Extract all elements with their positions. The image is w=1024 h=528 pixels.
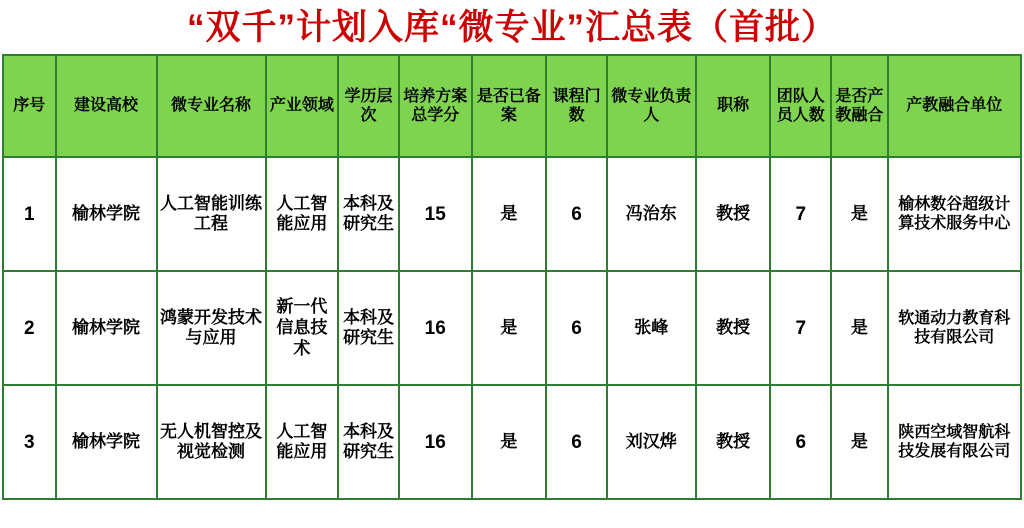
cell-filed: 是 (472, 271, 547, 385)
cell-micro-major-name: 鸿蒙开发技术与应用 (157, 271, 266, 385)
cell-team-size: 7 (770, 271, 831, 385)
column-header-industry-education-integration: 是否产教融合 (831, 55, 888, 157)
column-header-micro-major-name: 微专业名称 (157, 55, 266, 157)
cell-title: 教授 (696, 157, 771, 271)
cell-seq: 1 (3, 157, 56, 271)
cell-integration: 是 (831, 157, 888, 271)
cell-filed: 是 (472, 385, 547, 499)
cell-partner-unit: 榆林数谷超级计算技术服务中心 (888, 157, 1021, 271)
cell-seq: 3 (3, 385, 56, 499)
cell-micro-major-name: 无人机智控及视觉检测 (157, 385, 266, 499)
cell-filed: 是 (472, 157, 547, 271)
column-header-seq: 序号 (3, 55, 56, 157)
column-header-course-count: 课程门数 (546, 55, 607, 157)
cell-partner-unit: 软通动力教育科技有限公司 (888, 271, 1021, 385)
column-header-partner-unit: 产教融合单位 (888, 55, 1021, 157)
cell-degree-level: 本科及研究生 (338, 157, 399, 271)
column-header-total-credits: 培养方案总学分 (399, 55, 472, 157)
cell-leader: 冯治东 (607, 157, 696, 271)
cell-leader: 张峰 (607, 271, 696, 385)
summary-table (2, 54, 1022, 500)
cell-integration: 是 (831, 385, 888, 499)
cell-team-size: 7 (770, 157, 831, 271)
cell-title: 教授 (696, 271, 771, 385)
cell-total-credits: 16 (399, 271, 472, 385)
column-header-university: 建设高校 (56, 55, 157, 157)
column-header-leader: 微专业负责人 (607, 55, 696, 157)
cell-team-size: 6 (770, 385, 831, 499)
cell-seq: 2 (3, 271, 56, 385)
cell-industry-field: 人工智能应用 (266, 157, 339, 271)
cell-leader: 刘汉烨 (607, 385, 696, 499)
cell-university: 榆林学院 (56, 157, 157, 271)
column-header-industry-field: 产业领域 (266, 55, 339, 157)
cell-course-count: 6 (546, 157, 607, 271)
cell-total-credits: 15 (399, 157, 472, 271)
table-header-row (3, 55, 1021, 157)
cell-industry-field: 新一代信息技术 (266, 271, 339, 385)
cell-industry-field: 人工智能应用 (266, 385, 339, 499)
cell-university: 榆林学院 (56, 271, 157, 385)
cell-university: 榆林学院 (56, 385, 157, 499)
table-row (3, 157, 1021, 271)
cell-degree-level: 本科及研究生 (338, 271, 399, 385)
cell-total-credits: 16 (399, 385, 472, 499)
cell-micro-major-name: 人工智能训练工程 (157, 157, 266, 271)
cell-degree-level: 本科及研究生 (338, 385, 399, 499)
cell-partner-unit: 陕西空域智航科技发展有限公司 (888, 385, 1021, 499)
column-header-degree-level: 学历层次 (338, 55, 399, 157)
cell-integration: 是 (831, 271, 888, 385)
column-header-team-size: 团队人员人数 (770, 55, 831, 157)
column-header-title: 职称 (696, 55, 771, 157)
cell-title: 教授 (696, 385, 771, 499)
column-header-filed: 是否已备案 (472, 55, 547, 157)
cell-course-count: 6 (546, 271, 607, 385)
table-row (3, 385, 1021, 499)
page-title: “双千”计划入库“微专业”汇总表（首批） (186, 8, 837, 47)
cell-course-count: 6 (546, 385, 607, 499)
table-row (3, 271, 1021, 385)
